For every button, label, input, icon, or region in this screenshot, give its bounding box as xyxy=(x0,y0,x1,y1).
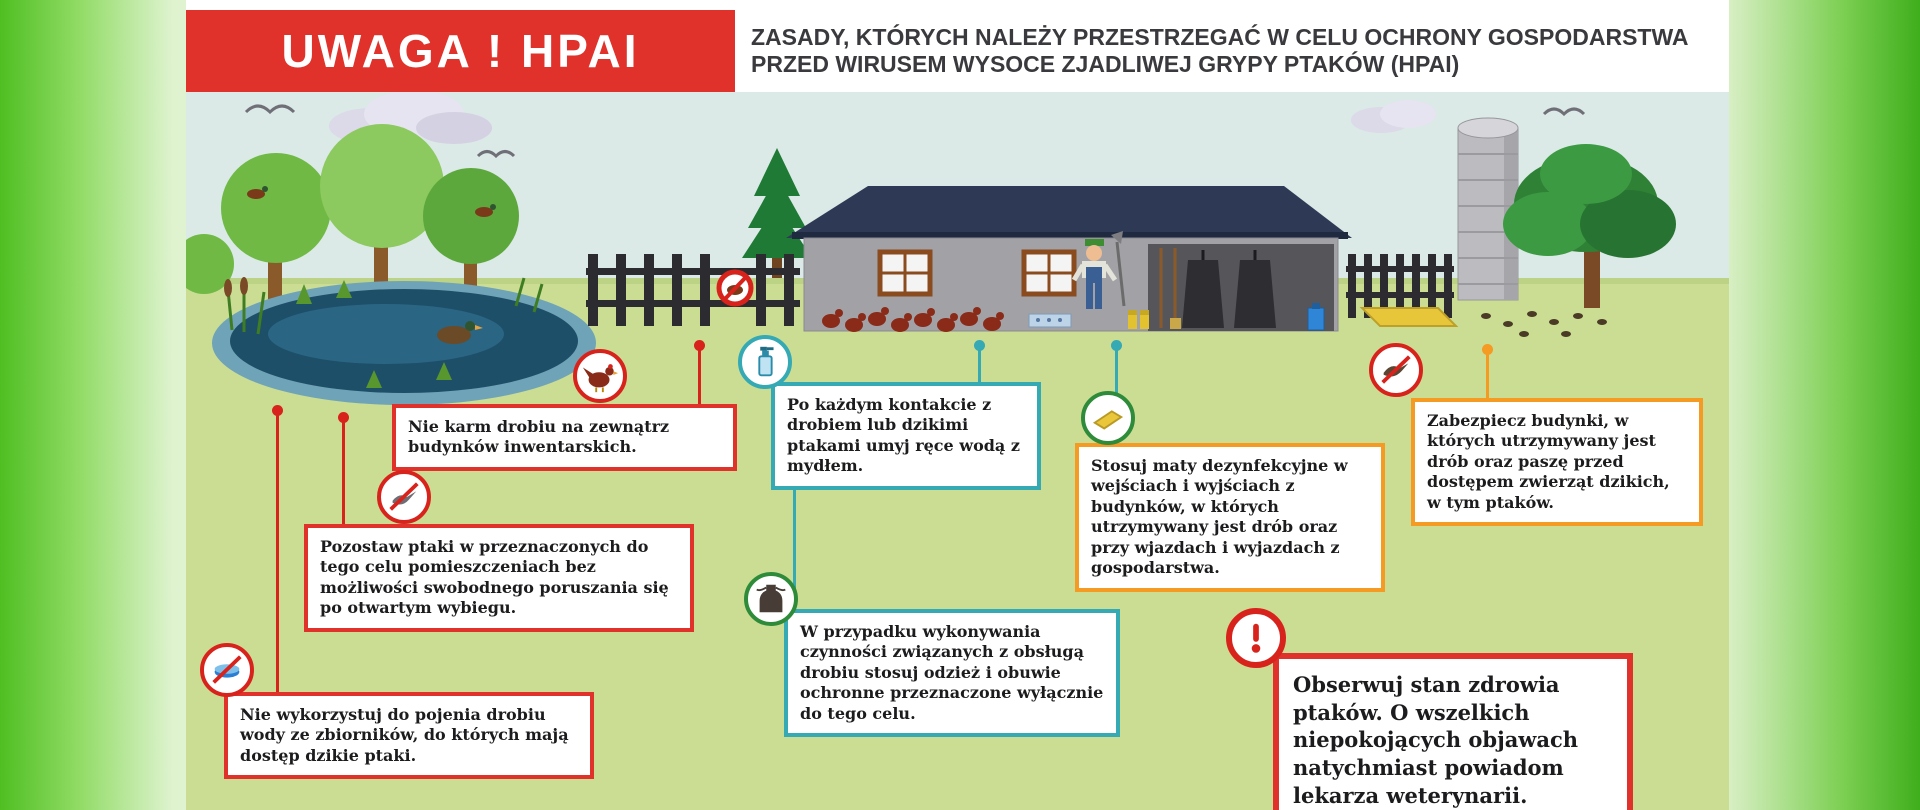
callout-no-open-water xyxy=(224,692,594,779)
barn xyxy=(786,186,1352,332)
disinfection-mat-scene xyxy=(1362,308,1456,326)
callout-wash-hands xyxy=(771,382,1041,490)
callout-text: Pozostaw ptaki w przeznaczonych do tego celu pomieszczeniach bez możliwości swobodnego poruszania się po otwartym wybiegu. xyxy=(320,537,669,618)
callout-text: Zabezpiecz budynki, w których utrzymywany jest drób oraz paszę przed dostępem zwierząt dzikich, w tym ptaków. xyxy=(1427,411,1670,512)
apron-icon xyxy=(744,572,798,626)
hen-icon xyxy=(573,349,627,403)
callout-text: Po każdym kontakcie z drobiem lub dzikimi ptakami umyj ręce wodą z mydłem. xyxy=(787,395,1020,476)
callout-keep-birds-indoors xyxy=(304,524,694,632)
callout-secure-buildings xyxy=(1411,398,1703,526)
wild-bird-prohibited-icon xyxy=(1369,343,1423,397)
connector-line xyxy=(276,410,279,692)
connector-line xyxy=(978,345,981,383)
callout-observe-health xyxy=(1273,653,1633,810)
connector-line xyxy=(1486,349,1489,399)
poster-title: ZASADY, KTÓRYCH NALEŻY PRZESTRZEGAĆ W CELU OCHRONY GOSPODARSTWA PRZED WIRUSEM WYSOCE ZJADLIWEJ GRYPY PTAKÓW (HPAI) xyxy=(751,23,1688,77)
fence-prohibition-sign-icon xyxy=(719,272,751,304)
connector-line xyxy=(342,417,345,524)
alert-icon xyxy=(1226,608,1286,668)
free-range-prohibited-icon xyxy=(377,470,431,524)
callout-text: Nie karm drobiu na zewnątrz budynków inwentarskich. xyxy=(408,417,670,457)
callout-no-feeding-outside xyxy=(392,404,737,471)
disinfection-mat-icon xyxy=(1081,391,1135,445)
warning-banner: UWAGA ! HPAI xyxy=(186,10,735,92)
callout-text: W przypadku wykonywania czynności związanych z obsługą drobiu stosuj odzież i obuwie ochronne przeznaczone wyłącznie do tego celu. xyxy=(800,622,1104,723)
callout-disinfection-mats xyxy=(1075,443,1385,592)
callout-text: Obserwuj stan zdrowia ptaków. O wszelkich niepokojących objawach natychmiast powiadom lekarza weterynarii. xyxy=(1293,672,1579,808)
soap-bottle-icon xyxy=(738,335,792,389)
connector-line xyxy=(698,345,701,405)
callout-protective-clothing xyxy=(784,609,1120,737)
callout-text: Stosuj maty dezynfekcyjne w wejściach i wyjściach z budynków, w których utrzymywany jest drób oraz przy wjazdach i wyjazdach z gospodarstwa. xyxy=(1091,456,1348,578)
callout-text: Nie wykorzystuj do pojenia drobiu wody ze zbiorników, do których mają dostęp dzikie ptaki. xyxy=(240,705,569,765)
poster xyxy=(186,0,1729,810)
open-water-prohibited-icon xyxy=(200,643,254,697)
feeder-tray-icon xyxy=(1029,314,1071,327)
header xyxy=(186,10,1729,92)
